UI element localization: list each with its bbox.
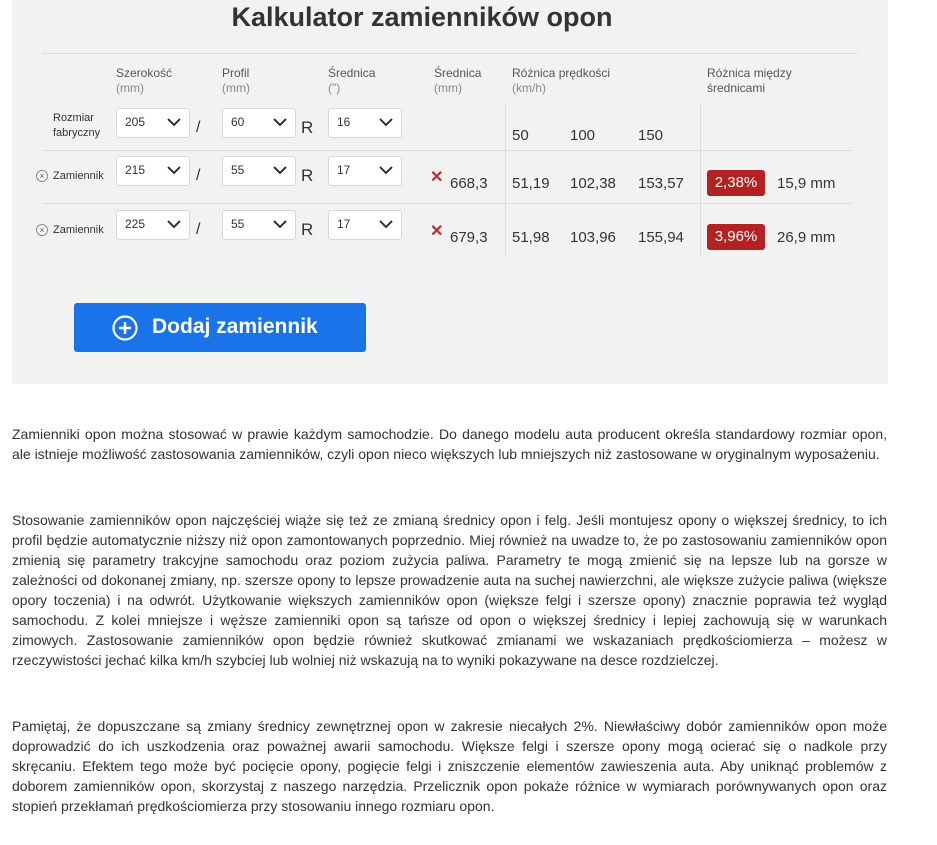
replacement-width-value: 225 xyxy=(125,217,146,231)
header-diameter-label: Średnica xyxy=(434,66,482,80)
speed-value-100: 103,96 xyxy=(570,229,616,246)
chevron-down-icon xyxy=(273,117,287,127)
add-replacement-label: Dodaj zamiennik xyxy=(152,315,318,338)
header-speed-diff xyxy=(512,66,610,96)
speed-value-150: 153,57 xyxy=(638,175,684,192)
header-diff-line2: średnicami xyxy=(707,81,766,95)
plus-circle-icon xyxy=(112,315,138,341)
header-profile-label: Profil xyxy=(222,66,250,80)
title-divider xyxy=(42,53,858,54)
speed-column-100: 100 xyxy=(570,127,596,144)
chevron-down-icon xyxy=(379,219,393,229)
header-diameter-mm xyxy=(434,66,481,96)
rim-r-label: R xyxy=(301,220,314,239)
header-rim-diameter xyxy=(328,66,375,96)
speed-column-50: 50 xyxy=(512,127,529,144)
chevron-down-icon xyxy=(273,165,287,175)
chevron-down-icon xyxy=(273,219,287,229)
diff-mm-value: 15,9 mm xyxy=(777,175,836,192)
header-width-unit: (mm) xyxy=(116,81,144,95)
factory-rim-select[interactable] xyxy=(328,108,402,138)
mismatch-x-icon: ✕ xyxy=(430,223,444,240)
diff-percent-badge: 3,96% xyxy=(707,224,765,250)
replacement-label: Zamiennik xyxy=(53,170,104,182)
factory-width-value: 205 xyxy=(125,115,146,129)
speed-value-150: 155,94 xyxy=(638,229,684,246)
mismatch-x-icon: ✕ xyxy=(430,169,444,186)
row-divider xyxy=(42,150,852,151)
diff-mm-value: 26,9 mm xyxy=(777,229,836,246)
header-diff-line1: Różnica między xyxy=(707,66,792,80)
replacement-diameter: 679,3 xyxy=(450,229,488,246)
chevron-down-icon xyxy=(379,117,393,127)
replacement-profile-select[interactable] xyxy=(222,210,296,240)
header-speed-label: Różnica prędkości xyxy=(512,66,611,80)
chevron-down-icon xyxy=(167,117,181,127)
article-paragraph: Zamienniki opon można stosować w prawie każdym samochodzie. Do danego modelu auta producent określa standardowy rozmiar opon, ale istnieje możliwość zastosowania zamienników, czyli opon nieco większych lub mniejszych niż zastosowane w oryginalnym wyposażeniu. xyxy=(12,426,887,462)
header-rim-label: Średnica xyxy=(328,66,376,80)
factory-label-line2: fabryczny xyxy=(53,127,101,139)
chevron-down-icon xyxy=(379,165,393,175)
speed-value-100: 102,38 xyxy=(570,175,616,192)
replacement-profile-value: 55 xyxy=(231,217,245,231)
add-replacement-button[interactable] xyxy=(74,303,366,352)
column-divider xyxy=(700,104,701,256)
header-width xyxy=(116,66,172,96)
factory-rim-value: 16 xyxy=(337,115,351,129)
rim-r-label: R xyxy=(301,166,314,185)
replacement-rim-select[interactable] xyxy=(328,210,402,240)
replacement-rim-select[interactable] xyxy=(328,156,402,186)
article-paragraph: Pamiętaj, że dopuszczane są zmiany średnicy zewnętrznej opon w zakresie niecałych 2%. Niewłaściwy dobór zamienników opon może doprowadzić do ich uszkodzenia oraz poważnej awarii samochodu. Większe felgi i szersze opony mogą ocierać się o nadkole przy skręcaniu. Efektem tego może być pocięcie opony, pogięcie felgi i zniszczenie elementów zawieszenia auta. Aby uniknąć problemów z doborem zamienników opon, skorzystaj z naszego narzędzia. Przelicznik opon pokaże różnice w wymiarach porównywanych opon oraz stopień przekłamań prędkościomierza przy stosowaniu innego rozmiaru opon. xyxy=(12,718,887,814)
replacement-rim-value: 17 xyxy=(337,163,351,177)
header-diameter-diff xyxy=(707,66,792,96)
replacement-diameter: 668,3 xyxy=(450,175,488,192)
factory-profile-select[interactable] xyxy=(222,108,296,138)
replacement-width-value: 215 xyxy=(125,163,146,177)
replacement-width-select[interactable] xyxy=(116,210,190,240)
remove-replacement-button[interactable]: × xyxy=(36,170,48,182)
page-title: Kalkulator zamienników opon xyxy=(231,2,613,32)
size-separator: / xyxy=(196,221,201,238)
chevron-down-icon xyxy=(167,165,181,175)
size-separator: / xyxy=(196,167,201,184)
remove-replacement-button[interactable]: × xyxy=(36,224,48,236)
header-profile-unit: (mm) xyxy=(222,81,250,95)
row-divider xyxy=(42,203,852,204)
header-speed-unit: (km/h) xyxy=(512,81,546,95)
tire-calculator-panel xyxy=(12,0,888,384)
size-separator: / xyxy=(196,119,201,136)
speed-value-50: 51,19 xyxy=(512,175,550,192)
replacement-profile-select[interactable] xyxy=(222,156,296,186)
header-rim-unit: (") xyxy=(328,81,341,95)
header-profile xyxy=(222,66,250,96)
speed-value-50: 51,98 xyxy=(512,229,550,246)
replacement-rim-value: 17 xyxy=(337,217,351,231)
header-width-label: Szerokość xyxy=(116,66,173,80)
replacement-width-select[interactable] xyxy=(116,156,190,186)
article-paragraph: Stosowanie zamienników opon najczęściej wiąże się też ze zmianą średnicy opon i felg. Jeśli montujesz opony o większej średnicy, to ich profil będzie automatycznie niższy niż opon zamontowanych poprzednio. Miej również na uwadze to, że po zastosowaniu zamienników opon zmienią się parametry trakcyjne samochodu oraz poziom zużycia paliwa. Parametry te mogą zmienić się na lepsze lub na gorsze w zależności od dokonanej zmiany, np. szersze opony to lepsze prowadzenie auta na suchej nawierzchni, ale większe zużycie paliwa (większe opory toczenia) i na odwrót. Użytkowanie większych zamienników opon (większe felgi i szersze opony) znacznie poprawia też wygląd samochodu. Z kolei mniejsze i węższe zamienniki opon są tańsze od opon o większej średnicy i lepiej zachowują się w warunkach zimowych. Zastosowanie zamienników opon będzie również skutkować zmianami we wskazaniach prędkościomierza – możesz w rzeczywistości jechać kilka km/h szybciej lub wolniej niż wskazują na to wyniki pokazywane na desce rozdzielczej. xyxy=(12,512,887,668)
header-diameter-unit: (mm) xyxy=(434,81,462,95)
factory-width-select[interactable] xyxy=(116,108,190,138)
replacement-label: Zamiennik xyxy=(53,224,104,236)
factory-size-label xyxy=(53,111,100,141)
factory-label-line1: Rozmiar xyxy=(53,112,94,124)
speed-column-150: 150 xyxy=(638,127,664,144)
rim-r-label: R xyxy=(301,118,314,137)
diff-percent-badge: 2,38% xyxy=(707,170,765,196)
replacement-profile-value: 55 xyxy=(231,163,245,177)
factory-profile-value: 60 xyxy=(231,115,245,129)
column-divider xyxy=(505,104,506,256)
chevron-down-icon xyxy=(167,219,181,229)
